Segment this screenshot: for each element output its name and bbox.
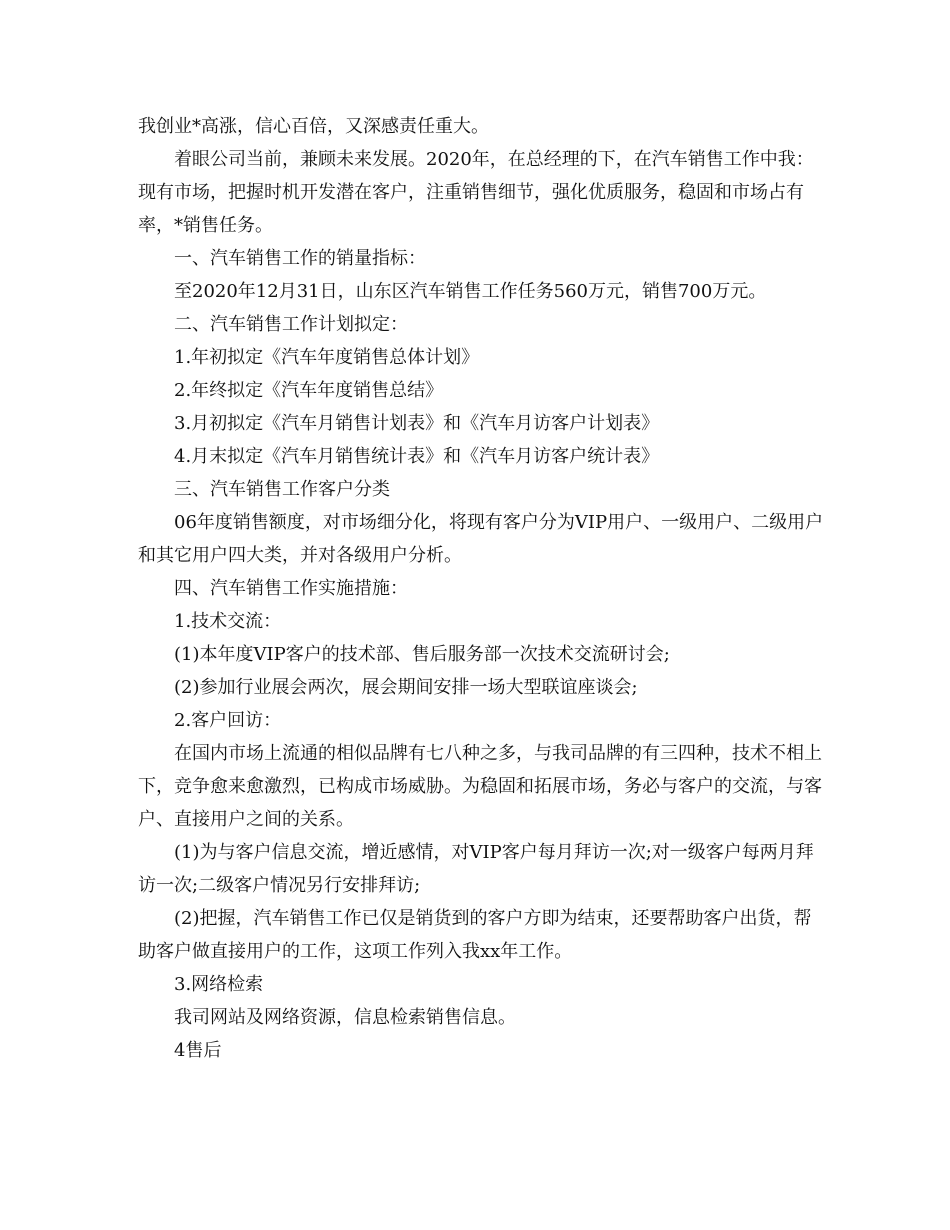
section-heading: 一、汽车销售工作的销量指标： (174, 248, 426, 269)
list-item: (2)把握，汽车销售工作已仅是销货到的客户方即为结束，还要帮助客户出货，帮助客户做直接用户的工作，这项工作列入我xx年工作。 (138, 908, 812, 962)
subsection-heading: 4售后 (174, 1040, 222, 1061)
section-heading: 三、汽车销售工作客户分类 (174, 479, 390, 500)
paragraph: 着眼公司当前，兼顾未来发展。2020年，在总经理的下，在汽车销售工作中我：现有市场，把握时机开发潜在客户，注重销售细节，强化优质服务，稳固和市场占有率，*销售任务。 (138, 149, 814, 236)
list-item: 4.月末拟定《汽车月销售统计表》和《汽车月访客户统计表》 (174, 446, 660, 467)
paragraph: 至2020年12月31日，山东区汽车销售工作任务560万元，销售700万元。 (174, 281, 767, 302)
subsection-heading: 3.网络检索 (174, 974, 264, 995)
list-item: (1)本年度VIP客户的技术部、售后服务部一次技术交流研讨会; (174, 644, 670, 665)
list-item: (1)为与客户信息交流，增近感情，对VIP客户每月拜访一次;对一级客户每两月拜访一次;二级客户情况另行安排拜访; (138, 842, 814, 896)
paragraph: 我创业*高涨，信心百倍，又深感责任重大。 (138, 116, 489, 137)
section-heading: 四、汽车销售工作实施措施： (174, 578, 408, 599)
section-heading: 二、汽车销售工作计划拟定： (174, 314, 408, 335)
document-body (138, 110, 828, 1067)
subsection-heading: 1.技术交流： (174, 611, 282, 632)
subsection-heading: 2.客户回访： (174, 710, 282, 731)
list-item: 3.月初拟定《汽车月销售计划表》和《汽车月访客户计划表》 (174, 413, 660, 434)
paragraph: 在国内市场上流通的相似品牌有七八种之多，与我司品牌的有三四种，技术不相上下，竞争愈来愈激烈，已构成市场威胁。为稳固和拓展市场，务必与客户的交流，与客户、直接用户之间的关系。 (138, 743, 822, 830)
list-item: (2)参加行业展会两次，展会期间安排一场大型联谊座谈会; (174, 677, 638, 698)
list-item: 1.年初拟定《汽车年度销售总体计划》 (174, 347, 480, 368)
paragraph: 06年度销售额度，对市场细分化，将现有客户分为VIP用户、一级用户、二级用户和其它用户四大类，并对各级用户分析。 (138, 512, 824, 566)
list-item: 2.年终拟定《汽车年度销售总结》 (174, 380, 444, 401)
paragraph: 我司网站及网络资源，信息检索销售信息。 (174, 1007, 516, 1028)
